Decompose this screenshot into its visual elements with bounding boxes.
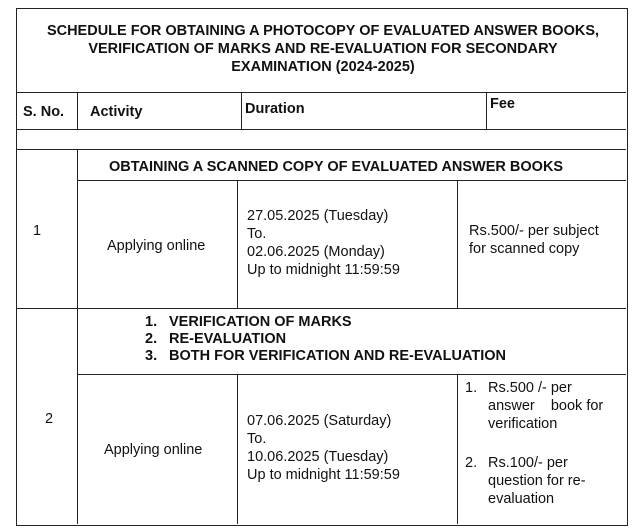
section2-heading-num: 2. — [145, 331, 158, 347]
section2-fee-num: 1. — [465, 380, 478, 396]
section2-duration-line: 10.06.2025 (Tuesday) — [247, 449, 389, 465]
header-sno: S. No. — [23, 104, 65, 120]
section2-fee-line: evaluation — [488, 491, 555, 507]
col-sno-divider — [77, 92, 78, 129]
col-duration-divider-s2 — [457, 374, 458, 524]
col-activity-divider-s2 — [237, 374, 238, 524]
section1-sno: 1 — [33, 223, 42, 239]
col-duration-divider-header — [486, 92, 487, 129]
section2-fee-line: question for re- — [488, 473, 586, 489]
col-activity-divider-header — [241, 92, 242, 129]
header-fee: Fee — [490, 96, 515, 112]
section2-sno: 2 — [45, 411, 54, 427]
col-duration-divider-s1 — [457, 180, 458, 308]
section1-heading: OBTAINING A SCANNED COPY OF EVALUATED ANSWER BOOKS — [109, 159, 564, 175]
section2-duration-line: 07.06.2025 (Saturday) — [247, 413, 392, 429]
section2-activity: Applying online — [104, 442, 203, 458]
section1-duration-line: Up to midnight 11:59:59 — [247, 262, 400, 278]
section2-heading: RE-EVALUATION — [169, 331, 287, 347]
section2-heading: BOTH FOR VERIFICATION AND RE-EVALUATION — [169, 348, 506, 364]
section1-fee-line: Rs.500/- per subject — [469, 223, 599, 239]
section1-duration-line: 02.06.2025 (Monday) — [247, 244, 385, 260]
section1-duration-line: 27.05.2025 (Tuesday) — [247, 208, 389, 224]
header-duration: Duration — [245, 101, 305, 117]
section1-duration-line: To. — [247, 226, 267, 242]
section2-fee-line: Rs.100/- per — [488, 455, 568, 471]
rule-section1-bottom — [17, 308, 626, 309]
section2-fee-num: 2. — [465, 455, 478, 471]
section2-heading: VERIFICATION OF MARKS — [169, 314, 352, 330]
section2-heading-num: 1. — [145, 314, 158, 330]
document-title: SCHEDULE FOR OBTAINING A PHOTOCOPY OF EVALUATED ANSWER BOOKS, VERIFICATION OF MARKS AND RE-EVALUATION FOR SECONDARY EXAMINATION (2024-2025) — [46, 23, 600, 75]
section2-fee-line: Rs.500 /- per — [488, 380, 572, 396]
rule-spacer-bottom — [17, 149, 626, 150]
header-activity: Activity — [90, 104, 143, 120]
section2-duration-line: To. — [247, 431, 267, 447]
section2-duration-line: Up to midnight 11:59:59 — [247, 467, 400, 483]
section1-fee-line: for scanned copy — [469, 241, 580, 257]
col-activity-divider-s1 — [237, 180, 238, 308]
rule-section2-heading-bottom — [77, 374, 626, 375]
rule-header-bottom — [17, 129, 626, 130]
section1-activity: Applying online — [107, 238, 206, 254]
section2-heading-num: 3. — [145, 348, 158, 364]
section2-fee-line: answer book for — [488, 398, 604, 414]
section2-fee-line: verification — [488, 416, 558, 432]
col-sno-divider-body — [77, 149, 78, 524]
schedule-document — [16, 8, 628, 526]
rule-title-bottom — [17, 92, 626, 93]
rule-section1-heading-bottom — [77, 180, 626, 181]
